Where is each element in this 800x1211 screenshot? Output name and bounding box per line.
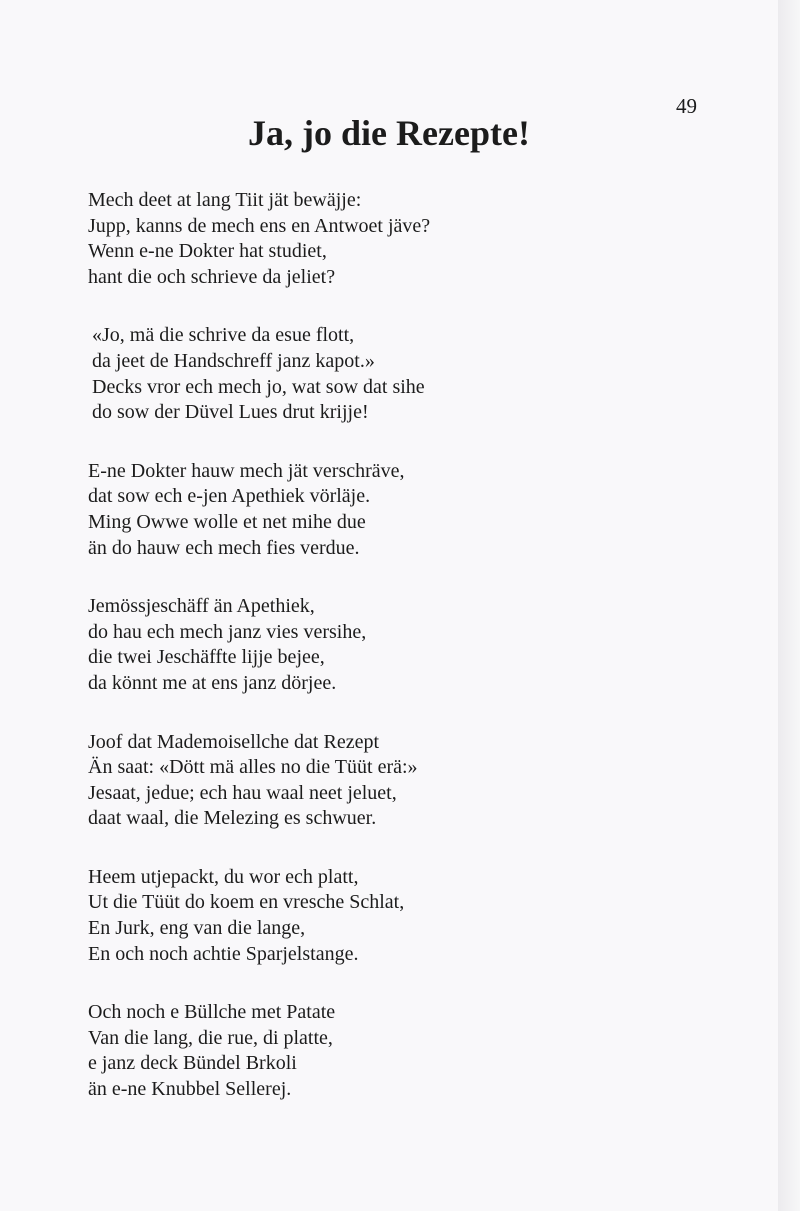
poem-body (88, 188, 688, 1136)
poem-line: Ut die Tüüt do koem en vresche Schlat, (88, 891, 405, 914)
poem-line: Joof dat Mademoisellche dat Rezept (88, 730, 380, 753)
poem-line: Heem utjepackt, du wor ech platt, (88, 865, 359, 888)
poem-line: Jemössjeschäff än Apethiek, (88, 595, 315, 618)
poem-line: hant die och schrieve da jeliet? (88, 265, 336, 288)
poem-title: Ja, jo die Rezepte! (248, 113, 530, 153)
stanza (88, 865, 688, 967)
poem-line: En Jurk, eng van die lange, (88, 917, 306, 940)
stanza (88, 459, 688, 561)
poem-line: E-ne Dokter hauw mech jät verschräve, (88, 459, 405, 482)
poem-line: Och noch e Büllche met Patate (88, 1001, 336, 1024)
poem-line: da könnt me at ens janz dörjee. (88, 671, 337, 694)
poem-line: daat waal, die Melezing es schwuer. (88, 807, 377, 830)
poem-line: Än saat: «Dött mä alles no die Tüüt erä:» (88, 756, 418, 779)
poem-line: Ming Owwe wolle et net mihe due (88, 510, 366, 533)
poem-line: En och noch achtie Sparjelstange. (88, 942, 359, 965)
poem-line: do hau ech mech janz vies versihe, (88, 620, 367, 643)
poem-line: Jupp, kanns de mech ens en Antwoet jäve? (88, 214, 431, 237)
poem-line: än e-ne Knubbel Sellerej. (88, 1078, 292, 1101)
poem-line: Wenn e-ne Dokter hat studiet, (88, 240, 327, 263)
poem-line: Decks vror ech mech jo, wat sow dat sihe (92, 375, 425, 398)
poem-line: «Jo, mä die schrive da esue flott, (92, 324, 355, 347)
poem-line: do sow der Düvel Lues drut krijje! (92, 401, 369, 424)
poem-line: Van die lang, die rue, di platte, (88, 1026, 333, 1049)
poem-line: da jeet de Handschreff janz kapot.» (92, 349, 375, 372)
stanza (88, 188, 688, 290)
page-number: 49 (676, 94, 697, 118)
poem-line: die twei Jeschäffte lijje bejee, (88, 646, 325, 669)
stanza (88, 1000, 688, 1102)
stanza (88, 323, 688, 425)
poem-line: Jesaat, jedue; ech hau waal neet jeluet, (88, 781, 397, 804)
stanza (88, 594, 688, 696)
poem-line: e janz deck Bündel Brkoli (88, 1052, 297, 1075)
poem-line: dat sow ech e-jen Apethiek vörläje. (88, 485, 371, 508)
poem-line: än do hauw ech mech fies verdue. (88, 536, 360, 559)
stanza (88, 730, 688, 832)
poem-line: Mech deet at lang Tiit jät bewäjje: (88, 189, 362, 211)
page-edge (778, 0, 800, 1211)
